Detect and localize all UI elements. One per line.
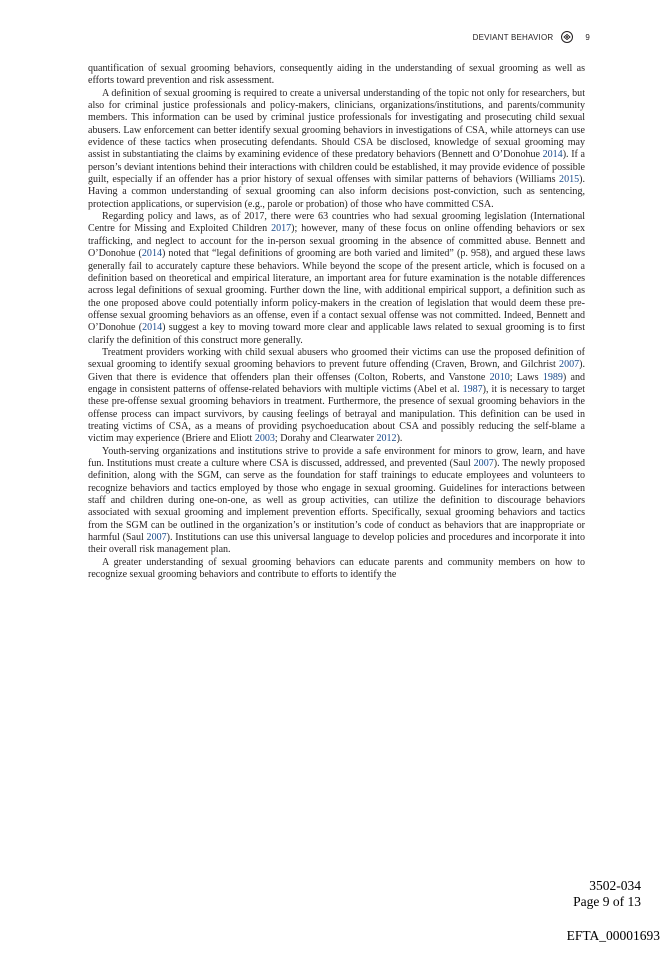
journal-title: DEVIANT BEHAVIOR [472,32,554,42]
page-label: Page 9 of 13 [573,894,641,909]
text-run: quantification of sexual grooming behaviors, consequently aiding in the understanding of sexual grooming as well as efforts toward prevention and risk assessment. [88,63,585,87]
text-run: A greater understanding of sexual grooming behaviors can educate parents and community members on how to recognize sexual grooming behaviors and contribute to efforts to identify the [88,556,585,581]
paragraph [88,446,585,557]
text-run: A definition of sexual grooming is required to create a universal understanding of the topic not only for researchers, but also for criminal justice professionals and policy-makers, clinicians, organizations/institutions, and parents/community members. This information can be used by criminal justice professionals for investigating and prosecuting child sexual abusers. Law enforcement can better identify sexual grooming behaviors in investigations of CSA, while attorneys can use evidence of these tactics when prosecuting defendants. Should CSA be disclosed, knowledge of sexual grooming may assist in substantiating the claims by examining evidence of these predatory behaviors (Bennett and O’Donohue [88,87,585,161]
citation-link[interactable]: 2007 [146,532,167,544]
efta-identifier: EFTA_00001693 [566,928,660,943]
paragraph [88,88,585,211]
citation-link[interactable]: 2007 [473,458,494,469]
citation-link[interactable]: 2007 [559,359,580,371]
text-run: ) noted that “legal definitions of grooming are both varied and limited” (p. 958), and argued these laws generally fail to accurately capture these behaviors. While beyond the scope of the present article, which is focused on a definition based on theoretical and empirical literature, an important area for future examination is the notable differences across legal definitions of sexual grooming. Further down the line, with additional empirical support, a definition such as the one proposed above could potentially inform policy-makers in the creation of legislation that would deem these pre-offense sexual grooming behaviors as an offense, even if a contact sexual offense was not committed. Indeed, Bennett and O’Donohue ( [88,248,586,334]
citation-link[interactable]: 2010 [489,371,510,383]
text-run: ; Dorahy and Clearwater [274,433,377,445]
text-run: ). Having a common understanding of sexual grooming can also inform decisions post-conviction, such as sentencing, protection applications, or supervision (e.g., parole or probation) of those who have committed CSA. [88,174,585,210]
text-run: ), it is necessary to target these pre-offense sexual grooming behaviors in treatment. Furthermore, the presence of sexual grooming behaviors in the offense process can impact survivors, by causing feelings of betrayal and manipulation. This definition can be used in treating victims of CSA, as a means of providing psychoeducation about CSA and possibly reducing the self-blame a victim may experience (Briere and Eliott [88,383,585,445]
paragraph [88,347,585,446]
document-reference [573,878,641,910]
paragraph [88,557,585,582]
text-run: ). Institutions can use this universal language to develop policies and procedures and incorporate it into their overall risk management plan. [88,532,585,556]
text-run: ). If a person’s deviant intentions behind their interactions with children could be established, it may provide evidence of possible guilt, especially if an offender has a prior history of sexual offenses with similar patterns of behaviors (Williams [88,149,585,186]
citation-link[interactable]: 2003 [254,433,275,445]
text-run: ). [396,433,403,445]
text-run: Treatment providers working with child sexual abusers who groomed their victims can use the proposed definition of sexual grooming to identify sexual grooming behaviors to prevent future offending (Craven, Brown, and Gilchrist [88,346,585,371]
text-run: Regarding policy and laws, as of 2017, there were 63 countries who had sexual grooming legislation (International Centre for Missing and Exploited Children [88,211,585,235]
text-run: ); however, many of these focus on online offending behaviors or sex trafficking, and neglect to account for the in-person sexual grooming in the absence of committed abuse. Bennett and O’Donohue ( [88,223,585,260]
citation-link[interactable]: 2017 [271,223,292,235]
text-run: ). The newly proposed definition, along with the SGM, can serve as the foundation for staff trainings to educate employees and volunteers to recognize behaviors and tactics employed by those who engage in sexual grooming. Guidelines for interactions between staff and children during one-on-one, as well as group activities, can utilize the definition to discourage behaviors associated with sexual grooming and implement prevention efforts. Specifically, sexual grooming behaviors and tactics from the SGM can be outlined in the organization’s or institution’s code of conduct as behaviors that are inappropriate or harmful (Saul [88,458,585,544]
text-run: ) and engage in consistent patterns of offense-related behaviors with multiple victims (Abel et al. [88,371,586,395]
doc-code: 3502-034 [589,878,641,893]
page-number: 9 [585,32,590,42]
citation-link[interactable]: 1987 [462,383,483,395]
text-run: Youth-serving organizations and institutions strive to provide a safe environment for minors to grow, learn, and have fun. Institutions must create a culture where CSA is discussed, addressed, and prevented (Saul [88,445,585,469]
citation-link[interactable]: 2014 [542,149,563,161]
text-run: ). Given that there is evidence that offenders plan their offenses (Colton, Roberts, and Vanstone [88,359,585,383]
paragraph [88,211,585,347]
open-access-logo-icon [561,31,573,43]
citation-link[interactable]: 2012 [376,433,397,445]
running-header [473,30,590,44]
citation-link[interactable]: 1989 [542,371,563,383]
text-run: ; Laws [509,371,543,383]
article-body [88,63,585,581]
citation-link[interactable]: 2014 [142,322,163,334]
citation-link[interactable]: 2014 [141,248,162,260]
paragraph [88,63,585,88]
text-run: ) suggest a key to moving toward more clear and applicable laws related to sexual grooming is to first clarify the definition of this construct more generally. [88,322,585,346]
citation-link[interactable]: 2015 [559,174,580,186]
